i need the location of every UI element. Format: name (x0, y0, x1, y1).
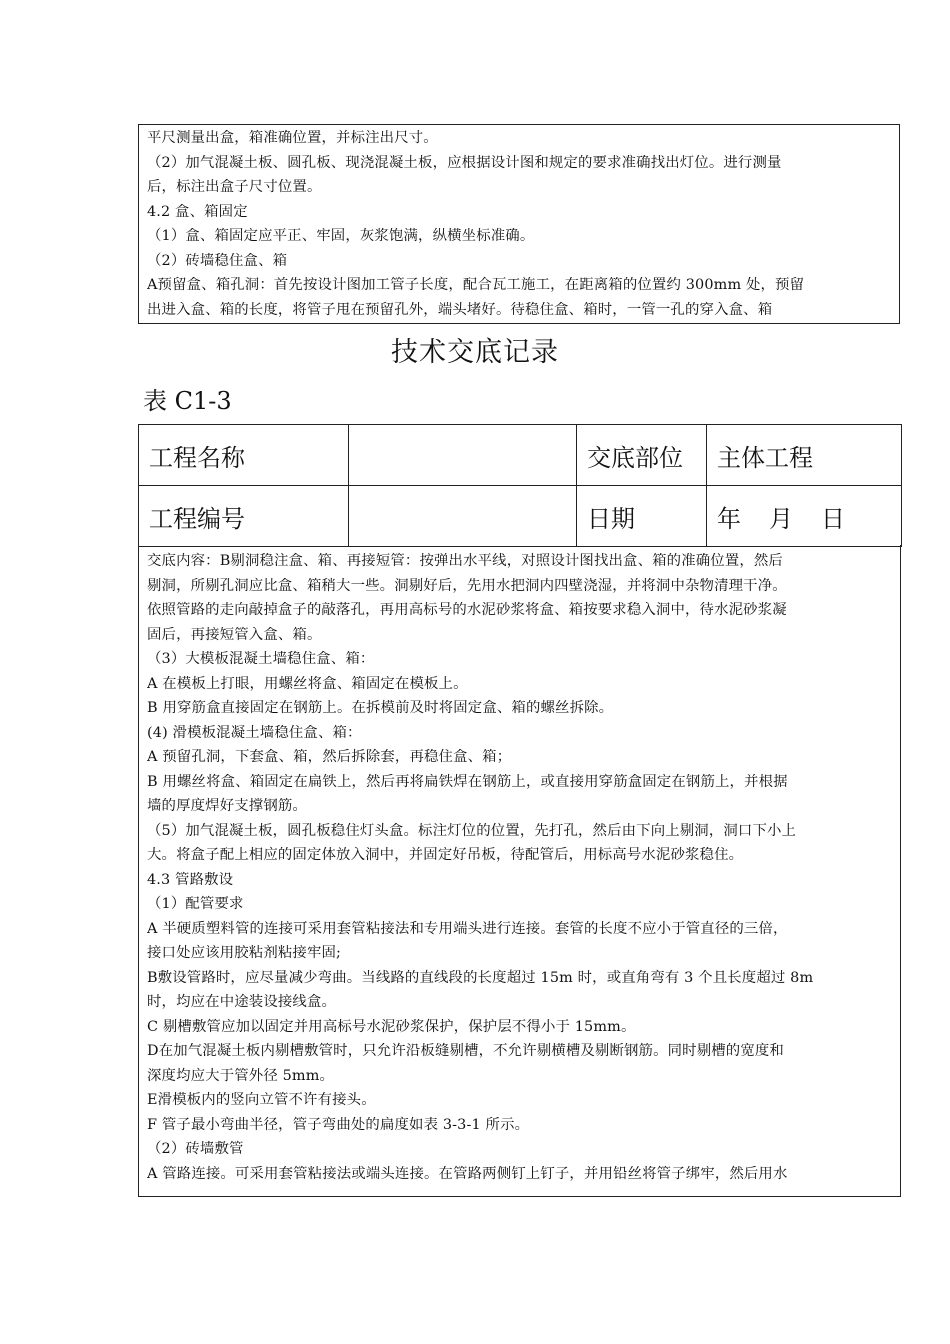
project-name-label: 工程名称 (139, 425, 349, 486)
continuation-box (138, 124, 900, 324)
text-line: 出进入盒、箱的长度，将管子甩在预留孔外，端头堵好。待稳住盒、箱时，一管一孔的穿入盒、箱 (147, 301, 773, 318)
text-line: 接口处应该用胶粘剂粘接牢固; (147, 945, 342, 961)
text-line: 剔洞，所剔孔洞应比盒、箱稍大一些。洞剔好后，先用水把洞内四壁浇湿，并将洞中杂物清理干净。 (147, 577, 787, 594)
project-number-value (349, 486, 577, 547)
text-line: 时，均应在中途装设接线盒。 (147, 994, 337, 1010)
text-line: 大。将盒子配上相应的固定体放入洞中，并固定好吊板，待配管后，用标高号水泥砂浆稳住。 (147, 847, 744, 863)
date-year: 年 (717, 504, 741, 533)
project-name-value (349, 425, 577, 486)
date-month: 月 (769, 504, 793, 533)
text-line: 固后，再接短管入盒、箱。 (147, 626, 322, 643)
content-box (138, 545, 901, 1197)
text-line: F 管子最小弯曲半径，管子弯曲处的扁度如表 3-3-1 所示。 (147, 1116, 530, 1133)
text-line: (4) 滑模板混凝土墙稳住盒、箱： (147, 724, 362, 741)
text-line: （1）盒、箱固定应平正、牢固，灰浆饱满，纵横坐标准确。 (147, 228, 535, 244)
table-row (139, 486, 902, 547)
text-line: （2）砖墙稳住盒、箱 (147, 252, 288, 269)
text-line: 4.2 盒、箱固定 (147, 203, 248, 220)
text-line: 4.3 管路敷设 (147, 871, 234, 888)
text-line: 依照管路的走向敲掉盒子的敲落孔，再用高标号的水泥砂浆将盒、箱按要求稳入洞中，待水泥砂浆凝 (147, 602, 787, 618)
text-line: （2）加气混凝土板、圆孔板、现浇混凝土板，应根据设计图和规定的要求准确找出灯位。进行测量 (147, 154, 782, 171)
date-value (707, 486, 902, 547)
document-title: 技术交底记录 (391, 337, 559, 368)
disclosure-part-value: 主体工程 (707, 425, 902, 486)
text-line: A 预留孔洞，下套盒、箱，然后拆除套，再稳住盒、箱； (147, 749, 512, 765)
header-table (138, 424, 902, 547)
text-line: A 半硬质塑料管的连接可采用套管粘接法和专用端头进行连接。套管的长度不应小于管直径的三倍， (147, 920, 788, 937)
project-number-label: 工程编号 (139, 486, 349, 547)
text-line: E滑模板内的竖向立管不许有接头。 (147, 1092, 376, 1108)
text-line: B 用螺丝将盒、箱固定在扁铁上，然后再将扁铁焊在钢筋上，或直接用穿筋盒固定在钢筋上，并根据 (147, 773, 788, 790)
disclosure-part-label: 交底部位 (577, 425, 707, 486)
text-line: 墙的厚度焊好支撑钢筋。 (147, 798, 307, 814)
text-line: 后，标注出盒子尺寸位置。 (147, 179, 322, 195)
text-line: 平尺测量出盒，箱准确位置，并标注出尺寸。 (147, 130, 438, 146)
table-label: 表 C1-3 (143, 387, 232, 415)
text-line: B 用穿筋盒直接固定在钢筋上。在拆模前及时将固定盒、箱的螺丝拆除。 (147, 700, 614, 716)
table-row (139, 425, 902, 486)
text-line: （3）大模板混凝土墙稳住盒、箱： (147, 651, 375, 667)
text-line: A 管路连接。可采用套管粘接法或端头连接。在管路两侧钉上钉子，并用铅丝将管子绑牢，然后用水 (147, 1165, 788, 1182)
text-line: （5）加气混凝土板，圆孔板稳住灯头盒。标注灯位的位置，先打孔，然后由下向上剔洞，洞口下小上 (147, 822, 797, 839)
text-line: 深度均应大于管外径 5mm。 (147, 1067, 335, 1084)
text-line: A预留盒、箱孔洞：首先按设计图加工管子长度，配合瓦工施工，在距离箱的位置约 300mm 处，预留 (147, 277, 805, 293)
text-line: A 在模板上打眼，用螺丝将盒、箱固定在模板上。 (147, 675, 468, 692)
text-line: B敷设管路时，应尽量减少弯曲。当线路的直线段的长度超过 15m 时，或直角弯有 3 个且长度超过 8m (147, 969, 814, 986)
date-label: 日期 (577, 486, 707, 547)
text-line: D在加气混凝土板内剔槽敷管时，只允许沿板缝剔槽，不允许剔横槽及剔断钢筋。同时剔槽的宽度和 (147, 1043, 784, 1059)
text-line: 交底内容：B剔洞稳注盒、箱、再接短管：按弹出水平线，对照设计图找出盒、箱的准确位置，然后 (147, 553, 783, 569)
text-line: （1）配管要求 (147, 896, 244, 912)
text-line: （2）砖墙敷管 (147, 1141, 244, 1157)
date-day: 日 (821, 504, 845, 533)
text-line: C 剔槽敷管应加以固定并用高标号水泥砂浆保护，保护层不得小于 15mm。 (147, 1018, 636, 1035)
